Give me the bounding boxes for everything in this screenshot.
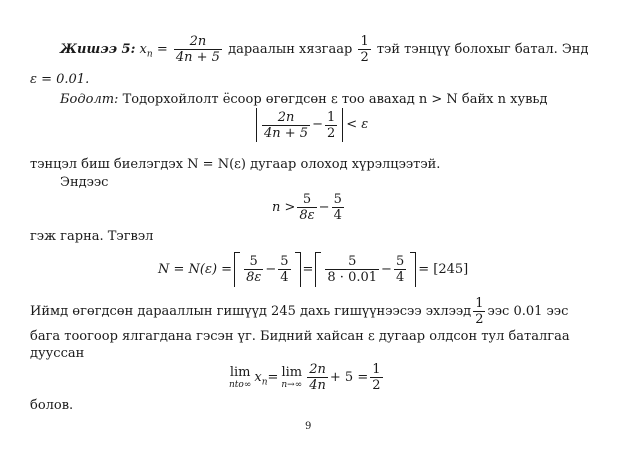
limit-num: 1 [360, 34, 369, 49]
b2-den: 8 · 0.01 [327, 270, 378, 285]
solution-line-5 [30, 296, 568, 327]
limit-den: 2 [360, 50, 369, 65]
example-line-1 [60, 34, 588, 65]
solution-line-2: тэнцэл биш биелэгдэх N = N(ε) дугаар олоход хүрэлцээтэй. [30, 157, 441, 172]
lim-plus: + 5 = [329, 369, 369, 385]
N-eq2: = [302, 261, 314, 277]
seq-x: x [139, 42, 147, 57]
frac1 [297, 192, 316, 223]
line5-a: Иймд өгөгдсөн дарааллын гишүүд 245 дахь гишүүнээсээ эхлээд [30, 303, 472, 319]
eps-line: ε = 0.01. [30, 72, 90, 87]
lim-eq: = [267, 369, 279, 385]
b2-frac1 [325, 254, 379, 285]
frac2 [332, 192, 344, 223]
lim2-sub: n→∞ [281, 379, 303, 390]
lim-res-num: 1 [372, 362, 381, 377]
b1-frac1 [244, 254, 263, 285]
solution-line-4: гэж гарна. Тэгвэл [30, 229, 154, 244]
lim1-word: lim [229, 364, 251, 380]
b2-num2: 5 [395, 254, 405, 269]
lim-res [370, 362, 382, 393]
bracket2-right [410, 252, 416, 287]
seq-eq: = [152, 42, 172, 57]
ineq-half [325, 110, 337, 141]
frac2-num: 5 [333, 192, 342, 207]
ineq-num: 2n [277, 109, 295, 125]
limit-fraction [358, 34, 370, 65]
solution-line-8: болов. [30, 398, 74, 413]
inequality-display [253, 108, 368, 142]
abs-right-bar [342, 108, 343, 142]
example-end-text: тэй тэнцүү болохыг батал. Энд [372, 42, 589, 57]
solution-line-6: бага тоогоор ялгагдана гэсэн үг. Бидний хайсан ε дугаар олдсон тул баталгаа [30, 329, 570, 344]
b2-num: 5 [348, 254, 357, 269]
b1-den: 8ε [246, 270, 262, 285]
bracket2-left [315, 252, 321, 287]
b1-num2: 5 [280, 254, 289, 269]
solution-line-1 [60, 92, 548, 108]
ineq-fraction [262, 110, 310, 141]
page-number: 9 [305, 421, 312, 432]
line5-den: 2 [475, 312, 484, 327]
b2-minus: − [381, 261, 392, 277]
b1-minus: − [265, 261, 277, 277]
ineq-rhs: < ε [346, 117, 369, 132]
b2-frac2 [394, 254, 406, 285]
frac2-den: 4 [333, 208, 342, 223]
N-display [158, 252, 468, 287]
limit-display [226, 362, 385, 393]
lim1-sub: ntо∞ [229, 379, 252, 390]
lim1-x: x [254, 369, 262, 385]
b1-den2: 4 [280, 270, 289, 285]
line5-num: 1 [475, 296, 484, 311]
abs-left-bar [256, 108, 257, 142]
seq-fraction [174, 34, 222, 65]
solution-line-7: дууссан [30, 346, 85, 361]
lim1-xsub: n [261, 377, 268, 388]
b1-frac2 [278, 254, 290, 285]
solution-text-1: Тодорхойлолт ёсоор өгөгдсөн ε тоо авахад n > N байх n хувьд [118, 92, 548, 107]
bracket1-right [295, 252, 301, 287]
solution-line-3: Эндээс [60, 175, 109, 190]
lim2 [281, 366, 302, 390]
b1-num: 5 [249, 254, 258, 269]
lim1 [229, 366, 251, 390]
n-gt: n > [272, 199, 296, 215]
frac1-num: 5 [302, 192, 312, 207]
line5-b: ээс 0.01 ээс [487, 303, 569, 319]
N-eq: N = N(ε) = [158, 261, 233, 277]
ineq-minus: − [312, 117, 323, 132]
bracket1-left [234, 252, 240, 287]
lim-num: 2n [309, 362, 326, 377]
lim-frac [307, 362, 328, 393]
seq-num: 2n [189, 34, 207, 49]
seq-den: 4n + 5 [175, 50, 220, 65]
solution-label: Бодолт: [60, 92, 119, 107]
lim-res-den: 2 [372, 378, 381, 393]
ineq-den: 4n + 5 [264, 125, 309, 141]
example-mid-text: дараалын хязгаар [223, 42, 357, 57]
example-title: Жишээ 5: [60, 42, 136, 57]
N-result: = [245] [418, 261, 469, 277]
seq-sub: n [146, 49, 153, 60]
lim-den: 4n [309, 378, 326, 393]
ineq-half-den: 2 [326, 125, 336, 141]
frac1-den: 8ε [299, 208, 315, 223]
line5-frac [473, 296, 485, 327]
n-bound-display [272, 192, 346, 223]
lim2-word: lim [281, 364, 303, 380]
ineq-half-num: 1 [326, 109, 336, 125]
n-minus: − [318, 199, 330, 215]
b2-den2: 4 [395, 270, 405, 285]
